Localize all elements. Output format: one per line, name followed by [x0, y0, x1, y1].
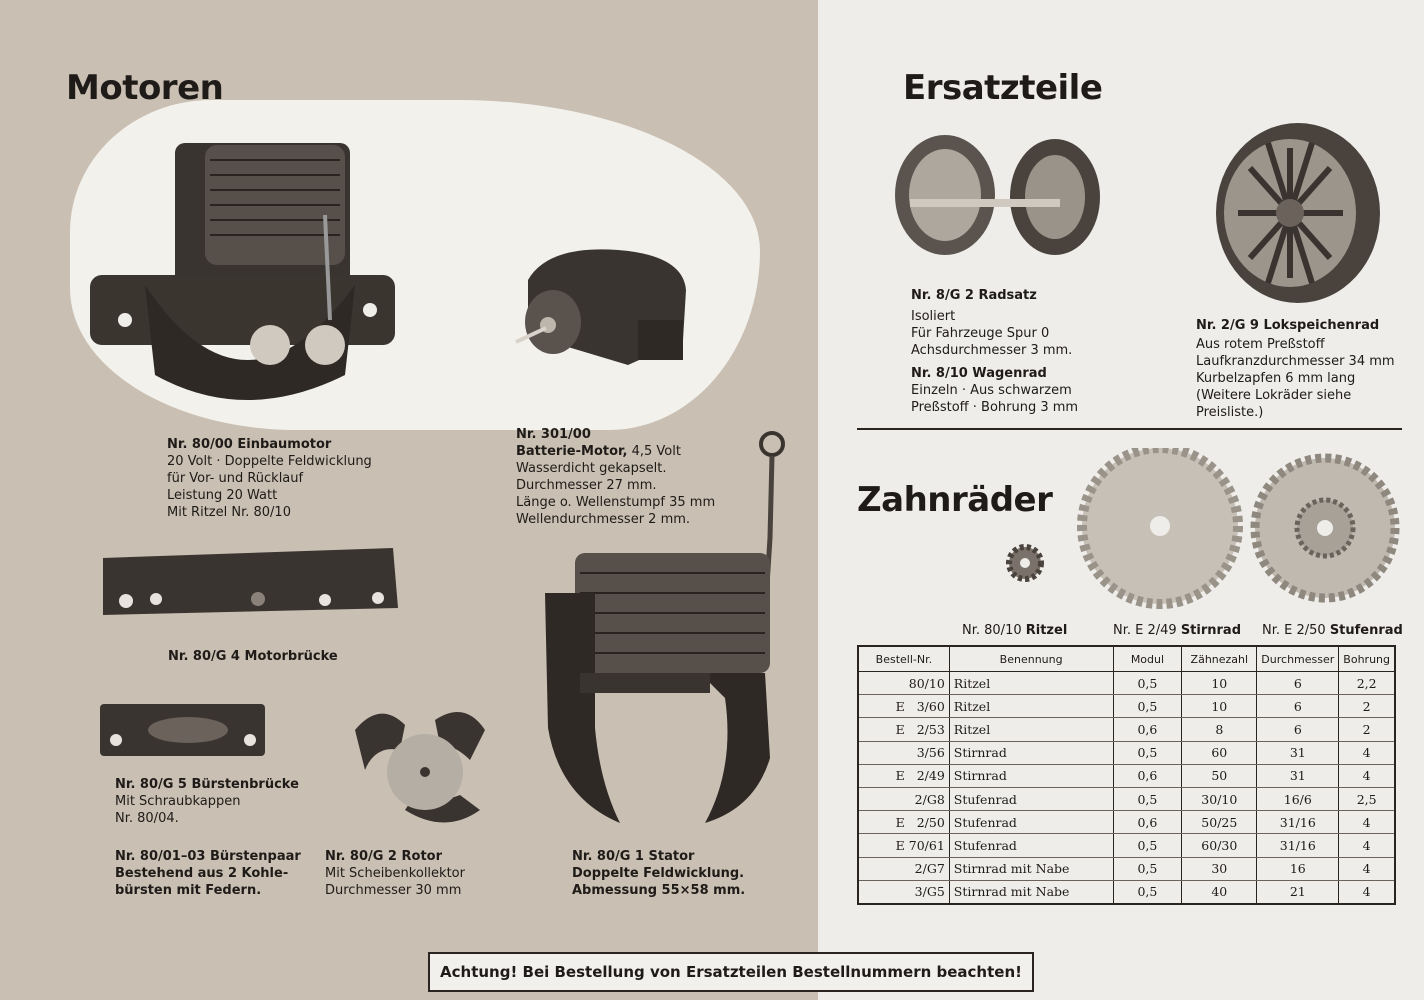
table-cell: 0,6 [1113, 811, 1182, 834]
table-row [858, 672, 1395, 695]
wagenrad-line-1: Einzeln · Aus schwarzem [911, 383, 1072, 398]
stirnrad-nr: Nr. E 2/49 [1113, 623, 1181, 638]
table-cell: 2/G8 [858, 787, 949, 810]
col-bohrung: Bohrung [1339, 646, 1395, 672]
col-bestell-nr: Bestell-Nr. [858, 646, 949, 672]
ritzel-nr: Nr. 80/10 [962, 623, 1026, 638]
table-cell: 3/G5 [858, 880, 949, 904]
einbaumotor-image [85, 135, 405, 415]
table-cell: Stirnrad [949, 764, 1113, 787]
table-cell: Ritzel [949, 695, 1113, 718]
radsatz-line-2: Für Fahrzeuge Spur 0 [911, 326, 1050, 341]
table-cell: 2/G7 [858, 857, 949, 880]
lokspeichenrad-line-2: Laufkranzdurchmesser 34 mm [1196, 354, 1395, 369]
table-cell: 16 [1257, 857, 1339, 880]
gears-image [985, 448, 1405, 618]
lokspeichenrad-image [1208, 118, 1388, 308]
table-cell: 4 [1339, 741, 1395, 764]
stator-line-1: Doppelte Feldwicklung. [572, 866, 745, 881]
ritzel-label [962, 622, 1067, 639]
table-cell: E 3/60 [858, 695, 949, 718]
table-cell: 3/56 [858, 741, 949, 764]
table-cell: 21 [1257, 880, 1339, 904]
table-cell: 2 [1339, 718, 1395, 741]
table-row [858, 741, 1395, 764]
buerstenpaar-line-2: bürsten mit Federn. [115, 883, 262, 898]
rotor-line-2: Durchmesser 30 mm [325, 883, 462, 898]
lokspeichenrad-line-3: Kurbelzapfen 6 mm lang [1196, 371, 1356, 386]
table-row [858, 787, 1395, 810]
table-cell: Ritzel [949, 718, 1113, 741]
lokspeichenrad-name: Nr. 2/G 9 Lokspeichenrad [1196, 318, 1380, 333]
rotor-image [345, 700, 495, 840]
table-cell: E 2/49 [858, 764, 949, 787]
table-cell: 40 [1182, 880, 1257, 904]
rotor-name: Nr. 80/G 2 Rotor [325, 849, 443, 864]
stator-caption [572, 848, 745, 899]
stufenrad-nr: Nr. E 2/50 [1262, 623, 1330, 638]
table-cell: E 2/50 [858, 811, 949, 834]
table-cell: 0,5 [1113, 880, 1182, 904]
table-cell: 2,5 [1339, 787, 1395, 810]
col-modul: Modul [1113, 646, 1182, 672]
table-cell: 60/30 [1182, 834, 1257, 857]
zahnraeder-title: Zahnräder [857, 480, 1053, 520]
radsatz-name: Nr. 8/G 2 Radsatz [911, 288, 1037, 303]
rotor-caption [325, 848, 465, 899]
batterie-line-2: Durchmesser 27 mm. [516, 478, 657, 493]
wagenrad-caption [911, 365, 1078, 416]
einbaumotor-line-4: Mit Ritzel Nr. 80/10 [167, 505, 291, 520]
table-cell: 4 [1339, 857, 1395, 880]
buerstenbruecke-caption [115, 776, 299, 827]
table-cell: 0,5 [1113, 695, 1182, 718]
table-cell: 16/6 [1257, 787, 1339, 810]
section-divider [857, 428, 1402, 430]
table-cell: Stirnrad mit Nabe [949, 880, 1113, 904]
buerstenpaar-caption [115, 848, 301, 899]
table-cell: 0,6 [1113, 764, 1182, 787]
table-cell: 4 [1339, 764, 1395, 787]
stator-name: Nr. 80/G 1 Stator [572, 849, 695, 864]
table-cell: 6 [1257, 718, 1339, 741]
lokspeichenrad-line-5: Preisliste.) [1196, 405, 1264, 420]
table-row [858, 764, 1395, 787]
table-cell: 31/16 [1257, 834, 1339, 857]
motorbruecke-image [98, 543, 403, 623]
wagenrad-name: Nr. 8/10 Wagenrad [911, 366, 1047, 381]
table-cell: E 2/53 [858, 718, 949, 741]
table-cell: 30/10 [1182, 787, 1257, 810]
stirnrad-name: Stirnrad [1180, 623, 1242, 638]
table-cell: 6 [1257, 672, 1339, 695]
table-cell: Stirnrad mit Nabe [949, 857, 1113, 880]
batterie-line-4: Wellendurchmesser 2 mm. [516, 512, 691, 527]
table-cell: 4 [1339, 834, 1395, 857]
stufenrad-label [1262, 622, 1403, 639]
motorbruecke-name: Nr. 80/G 4 Motorbrücke [168, 649, 338, 664]
batterie-name: Batterie-Motor, [516, 444, 628, 459]
table-cell: 0,6 [1113, 718, 1182, 741]
stator-line-2: Abmessung 55×58 mm. [572, 883, 746, 898]
lokspeichenrad-caption [1196, 317, 1395, 421]
table-row [858, 811, 1395, 834]
order-notice: Achtung! Bei Bestellung von Ersatzteilen Bestellnummern beachten! [428, 952, 1034, 992]
table-header-row [858, 646, 1395, 672]
col-durchmesser: Durchmesser [1257, 646, 1339, 672]
batterie-nr: Nr. 301/00 [516, 427, 591, 442]
batterie-voltage: 4,5 Volt [627, 444, 681, 459]
table-cell: 0,5 [1113, 834, 1182, 857]
table-cell: Stirnrad [949, 741, 1113, 764]
buerstenbruecke-line-2: Nr. 80/04. [115, 811, 179, 826]
table-cell: 2,2 [1339, 672, 1395, 695]
einbaumotor-line-3: Leistung 20 Watt [167, 488, 278, 503]
table-cell: 0,5 [1113, 672, 1182, 695]
lokspeichenrad-line-1: Aus rotem Preßstoff [1196, 337, 1325, 352]
lokspeichenrad-line-4: (Weitere Lokräder siehe [1196, 388, 1352, 403]
ritzel-name: Ritzel [1025, 623, 1068, 638]
table-cell: 31 [1257, 741, 1339, 764]
table-cell: 31/16 [1257, 811, 1339, 834]
table-cell: 50 [1182, 764, 1257, 787]
einbaumotor-caption [167, 436, 372, 521]
table-row [858, 880, 1395, 904]
einbaumotor-name: Nr. 80/00 Einbaumotor [167, 437, 332, 452]
wagenrad-line-2: Preßstoff · Bohrung 3 mm [911, 400, 1079, 415]
gear-table [857, 645, 1396, 905]
buerstenpaar-line-1: Bestehend aus 2 Kohle- [115, 866, 289, 881]
table-cell: 0,5 [1113, 857, 1182, 880]
table-row [858, 718, 1395, 741]
table-cell: 6 [1257, 695, 1339, 718]
table-cell: Ritzel [949, 672, 1113, 695]
table-row [858, 857, 1395, 880]
batterie-motor-image [508, 240, 703, 370]
table-row [858, 834, 1395, 857]
table-cell: 50/25 [1182, 811, 1257, 834]
stator-image [520, 428, 805, 838]
motorbruecke-caption [168, 648, 338, 665]
radsatz-image [890, 125, 1105, 255]
motoren-title: Motoren [66, 68, 224, 108]
radsatz-line-1: Isoliert [911, 309, 956, 324]
buerstenpaar-name: Nr. 80/01–03 Bürstenpaar [115, 849, 301, 864]
buerstenbruecke-line-1: Mit Schraubkappen [115, 794, 241, 809]
table-cell: 30 [1182, 857, 1257, 880]
col-zaehnezahl: Zähnezahl [1182, 646, 1257, 672]
radsatz-line-3: Achsdurchmesser 3 mm. [911, 343, 1073, 358]
table-cell: Stufenrad [949, 811, 1113, 834]
table-cell: 10 [1182, 695, 1257, 718]
stufenrad-name: Stufenrad [1329, 623, 1403, 638]
table-cell: 80/10 [858, 672, 949, 695]
batterie-line-1: Wasserdicht gekapselt. [516, 461, 667, 476]
table-cell: 4 [1339, 811, 1395, 834]
table-cell: 4 [1339, 880, 1395, 904]
einbaumotor-line-1: 20 Volt · Doppelte Feldwicklung [167, 454, 372, 469]
table-cell: 60 [1182, 741, 1257, 764]
table-cell: 31 [1257, 764, 1339, 787]
buerstenbruecke-name: Nr. 80/G 5 Bürstenbrücke [115, 777, 299, 792]
radsatz-caption [911, 287, 1072, 359]
table-cell: 0,5 [1113, 741, 1182, 764]
table-cell: 10 [1182, 672, 1257, 695]
table-cell: 8 [1182, 718, 1257, 741]
table-cell: Stufenrad [949, 834, 1113, 857]
col-benennung: Benennung [949, 646, 1113, 672]
stirnrad-label [1113, 622, 1241, 639]
einbaumotor-line-2: für Vor- und Rücklauf [167, 471, 304, 486]
ersatzteile-title: Ersatzteile [903, 68, 1103, 108]
table-cell: E 70/61 [858, 834, 949, 857]
table-cell: Stufenrad [949, 787, 1113, 810]
batterie-line-3: Länge o. Wellenstumpf 35 mm [516, 495, 716, 510]
rotor-line-1: Mit Scheibenkollektor [325, 866, 465, 881]
table-cell: 2 [1339, 695, 1395, 718]
table-row [858, 695, 1395, 718]
buerstenbruecke-image [98, 700, 268, 762]
table-cell: 0,5 [1113, 787, 1182, 810]
